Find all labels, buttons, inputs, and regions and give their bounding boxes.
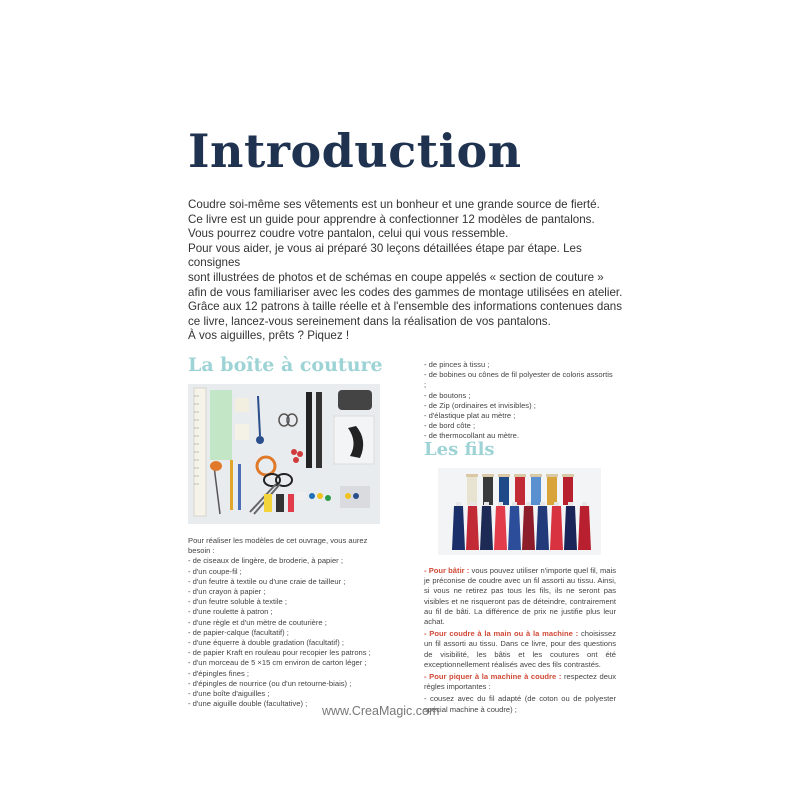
- sewing-box-text-continued: [424, 360, 614, 442]
- list-item: - de ciseaux de lingère, de broderie, à papier ;: [188, 556, 343, 566]
- list-item: - d'un feutre soluble à textile ;: [188, 597, 287, 607]
- threads-paragraph: [424, 672, 616, 692]
- list-item: - d'un morceau de 5 ×15 cm environ de carton léger ;: [188, 658, 367, 668]
- spool-front: [480, 502, 493, 550]
- list-item: - d'une règle et d'un mètre de couturière ;: [188, 617, 327, 627]
- list-item: - d'un feutre à textile ou d'une craie de tailleur ;: [188, 576, 346, 586]
- thread-spools-illustration: [438, 468, 601, 555]
- sewing-box-lead: Pour réaliser les modèles de cet ouvrage, vous aurez besoin :: [188, 536, 368, 556]
- spool-front: [578, 502, 591, 550]
- sewing-supplies-list: [188, 556, 376, 709]
- list-item: - de boutons ;: [424, 390, 471, 400]
- intro-line: Coudre soi-même ses vêtements est un bonheur et une grande source de fierté.: [188, 198, 600, 211]
- intro-line: Ce livre est un guide pour apprendre à confectionner 12 modèles de pantalons.: [188, 212, 595, 226]
- spool-back: [562, 474, 574, 505]
- list-item: - d'épingles de nourrice (ou d'un retourne-biais) ;: [188, 678, 352, 688]
- list-item: - d'une boîte d'aiguilles ;: [188, 689, 270, 699]
- spool-back: [466, 474, 478, 505]
- intro-line: À vos aiguilles, prêts ? Piquez !: [188, 329, 350, 343]
- intro-line: Pour vous aider, je vous ai préparé 30 leçons détaillées étape par étape. Les consignes: [188, 241, 582, 270]
- spool-front: [536, 502, 549, 550]
- intro-line: Grâce aux 12 patrons à taille réelle et à l'ensemble des informations contenues dans: [188, 300, 623, 314]
- list-item: - d'un crayon à papier ;: [188, 587, 266, 597]
- threads-paragraph: [424, 566, 616, 627]
- threads-heading: Les fils: [424, 439, 495, 460]
- list-item: - d'une roulette à patron ;: [188, 607, 273, 617]
- spool-back: [530, 474, 542, 505]
- sewing-tools-illustration: [188, 384, 380, 524]
- spool-back: [482, 474, 494, 505]
- list-item: - de papier-calque (facultatif) ;: [188, 627, 289, 637]
- threads-label: - Pour coudre à la main ou à la machine :: [424, 629, 579, 639]
- threads-text: [424, 566, 616, 717]
- intro-line: sont illustrées de photos et de schémas en coupe appelés « section de couture »: [188, 270, 604, 284]
- threads-label: - Pour piquer à la machine à coudre :: [424, 672, 562, 682]
- list-item: - d'un coupe-fil ;: [188, 566, 242, 576]
- page-title: Introduction: [188, 124, 522, 178]
- spool-back: [514, 474, 526, 505]
- spool-front: [452, 502, 465, 550]
- watermark: www.CreaMagic.com: [322, 704, 440, 718]
- spool-front: [494, 502, 507, 550]
- spool-front: [466, 502, 479, 550]
- list-item: - de thermocollant au mètre.: [424, 431, 519, 441]
- list-item: - d'épingles fines ;: [188, 668, 249, 678]
- sewing-supplies-list-continued: [424, 360, 614, 442]
- threads-paragraph: [424, 629, 616, 670]
- spool-front: [564, 502, 577, 550]
- list-item: - de bobines ou cônes de fil polyester de coloris assortis ;: [424, 370, 613, 390]
- intro-text: [188, 198, 628, 344]
- sewing-box-heading: La boîte à couture: [188, 354, 383, 376]
- list-item: - de bord côte ;: [424, 421, 476, 431]
- list-item: - de pinces à tissu ;: [424, 360, 490, 369]
- list-item: - de Zip (ordinaires et invisibles) ;: [424, 400, 536, 410]
- threads-label: - Pour bâtir :: [424, 566, 470, 575]
- sewing-box-text: [188, 536, 376, 709]
- spool-front: [508, 502, 521, 550]
- threads-paragraph: [424, 694, 616, 714]
- threads-body: vous pouvez utiliser n'importe quel fil, mais je préconise de coudre avec un fil assorti au tissu. Ainsi, si vous ne retirez pas tous les fils, ils ne seront pas visibles et ne risqueront pas de déteindre, contrairement au fil de bâti. La différence de prix ne justifie plus leur achat.: [424, 566, 617, 627]
- threads-body: choisissez un fil assorti au tissu. Dans ce livre, pour des questions de visibilité, les bâtis et les coutures ont été exceptionnellement réalisés avec des fils contrastés.: [424, 629, 616, 669]
- spool-back: [546, 474, 558, 505]
- sewing-tools-photo: [188, 384, 380, 524]
- list-item: - d'une aiguille double (facultative) ;: [188, 699, 308, 709]
- spool-front: [550, 502, 563, 550]
- threads-body: - cousez avec du fil adapté (de coton ou de polyester spécial machine à coudre) ;: [424, 694, 616, 714]
- spool-back: [498, 474, 510, 505]
- intro-line: Vous pourrez coudre votre pantalon, celui qui vous ressemble.: [188, 227, 509, 241]
- threads-body: respectez deux règles importantes :: [424, 672, 617, 692]
- thread-spools-photo: [438, 468, 601, 555]
- list-item: - de papier Kraft en rouleau pour recopier les patrons ;: [188, 648, 371, 658]
- list-item: - d'une équerre à double gradation (facultatif) ;: [188, 638, 344, 648]
- spool-front: [522, 502, 535, 550]
- intro-line: ce livre, lancez-vous sereinement dans la réalisation de vos pantalons.: [188, 314, 551, 328]
- list-item: - d'élastique plat au mètre ;: [424, 411, 516, 421]
- intro-line: afin de vous familiariser avec les codes des gammes de montage utilisées en atelier.: [188, 285, 623, 299]
